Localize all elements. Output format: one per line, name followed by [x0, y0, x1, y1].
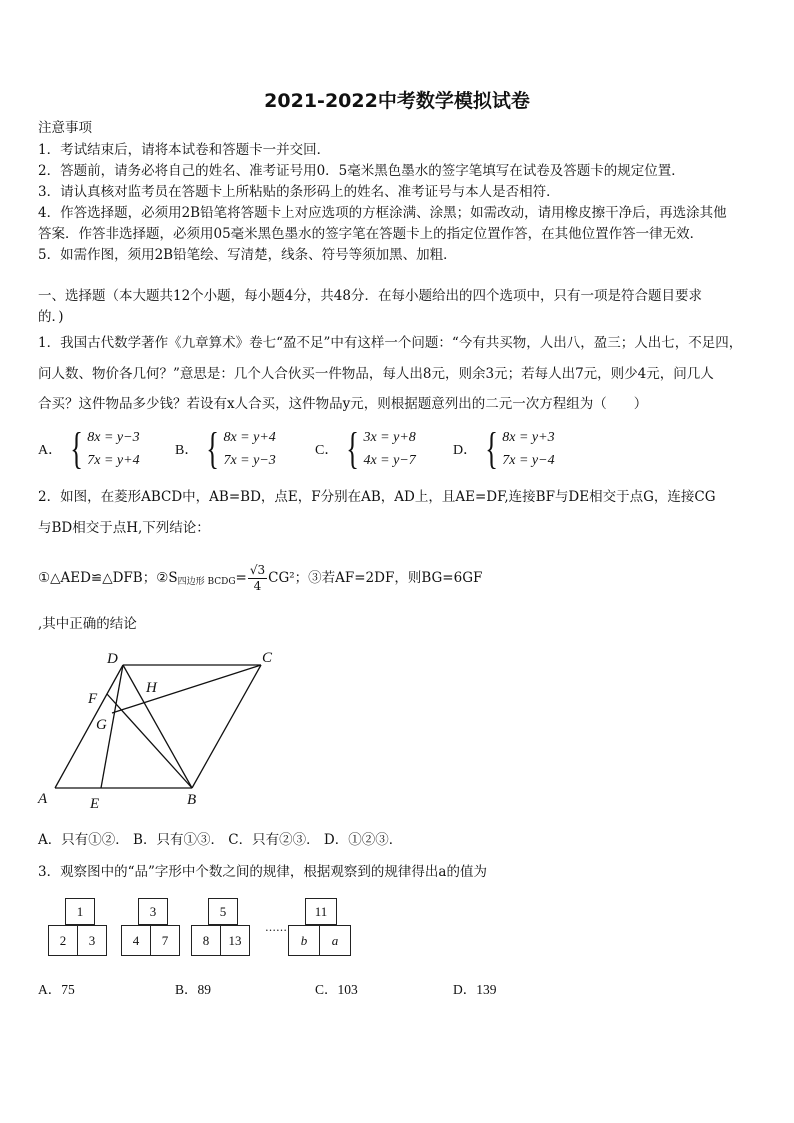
brace-icon: { — [70, 424, 84, 473]
conclusion-2-3: CG²；③若AF=2DF，则BG=6GF — [268, 570, 483, 586]
rhombus-figure — [30, 645, 290, 815]
q1-text-2: 问人数、物价各几何？”意思是：几个人合伙买一件物品，每人出8元，则余3元；若每人出7元，则少4元，问几人 — [38, 366, 714, 382]
q2-text-2: 与BD相交于点H,下列结论： — [38, 520, 210, 536]
pin-right-box: 7 — [150, 925, 180, 956]
pin-right-box: a — [319, 925, 351, 956]
option-value: 139 — [476, 982, 497, 997]
equation: 7x = y−4 — [502, 453, 555, 468]
segment-da — [55, 665, 123, 788]
option-label: B． — [175, 982, 198, 997]
q3-option-a — [38, 978, 75, 998]
conclusion-1: ①△AED≌△DFB；②S — [38, 570, 178, 586]
brace-icon: { — [206, 424, 220, 473]
q3-text: 3．观察图中的“品”字形中个数之间的规律，根据观察到的规律得出a的值为 — [38, 864, 487, 880]
point-label-d: D — [107, 651, 118, 667]
point-label-a: A — [38, 791, 48, 807]
q3-option-d — [453, 978, 497, 998]
q1-option-b — [175, 426, 276, 472]
point-label-g: G — [96, 717, 107, 733]
pin-left-box: 4 — [121, 925, 151, 956]
equation: 7x = y+4 — [87, 453, 140, 468]
option-label: D． — [453, 982, 477, 997]
equals-sign: = — [235, 570, 247, 586]
point-label-b: B — [187, 792, 197, 808]
pin-top-box: 1 — [65, 898, 95, 925]
notice-item-4: 4．作答选择题，必须用2B铅笔将答题卡上对应选项的方框涂满、涂黑；如需改动，请用橡皮擦干净后，再选涂其他 — [38, 205, 727, 221]
equation: 8x = y+4 — [223, 430, 276, 445]
brace-icon: { — [346, 424, 360, 473]
equation: 7x = y−3 — [223, 453, 276, 468]
q1-option-d — [453, 426, 555, 472]
option-label: C． — [315, 982, 338, 997]
q1-text-3: 合买？这件物品多少钱？若设有x人合买，这件物品y元，则根据题意列出的二元一次方程组为（ ） — [38, 396, 648, 412]
q2-question-tail: ,其中正确的结论 — [38, 616, 137, 632]
fraction — [248, 563, 267, 594]
q1-option-a — [38, 426, 140, 472]
q3-option-b — [175, 978, 211, 998]
ellipsis: …… — [265, 921, 287, 934]
option-label: B． — [175, 443, 199, 458]
option-value: 89 — [197, 982, 212, 997]
fraction-denominator: 4 — [253, 578, 262, 593]
pin-left-box: b — [288, 925, 320, 956]
area-subscript: 四边形 BCDG — [177, 577, 236, 587]
notice-heading: 注意事项 — [38, 120, 92, 136]
pin-left-box: 2 — [48, 925, 78, 956]
segment-fb — [107, 694, 192, 788]
notice-item-4-cont: 答案．作答非选择题，必须用05毫米黑色墨水的签字笔在答题卡上的指定位置作答，在其他位置作答一律无效． — [38, 226, 704, 242]
option-label: A． — [38, 443, 63, 458]
equation: 8x = y+3 — [502, 430, 555, 445]
q3-option-c — [315, 978, 358, 998]
q1-option-c — [315, 426, 416, 472]
q2-text-1: 2．如图，在菱形ABCD中，AB=BD，点E，F分别在AB，AD上，且AE=DF,连接BF与DE相交于点G，连接CG — [38, 489, 716, 505]
pin-left-box: 8 — [191, 925, 221, 956]
pin-right-box: 3 — [77, 925, 107, 956]
pin-top-box: 11 — [305, 898, 337, 925]
segment-db — [123, 665, 192, 788]
equation: 8x = y−3 — [87, 430, 140, 445]
brace-icon: { — [485, 424, 499, 473]
pin-top-box: 3 — [138, 898, 168, 925]
equation: 3x = y+8 — [363, 430, 416, 445]
notice-item-3: 3．请认真核对监考员在答题卡上所粘贴的条形码上的姓名、准考证号与本人是否相符． — [38, 184, 560, 200]
section-heading-cont: 的．) — [38, 309, 64, 325]
option-value: 103 — [337, 982, 358, 997]
page-title: 2021-2022中考数学模拟试卷 — [264, 90, 530, 112]
point-label-h: H — [146, 680, 157, 696]
point-label-e: E — [90, 796, 100, 812]
option-value: 75 — [61, 982, 75, 997]
fraction-numerator: √3 — [249, 562, 266, 577]
pin-right-box: 13 — [220, 925, 250, 956]
q1-text-1: 1．我国古代数学著作《九章算术》卷七“盈不足”中有这样一个问题：“今有共买物，人出八，盈三；人出七，不足四， — [38, 335, 743, 351]
option-label: C． — [315, 443, 339, 458]
q2-options: A．只有①②． B．只有①③． C．只有②③． D．①②③． — [38, 832, 403, 848]
option-label: D． — [453, 443, 478, 458]
point-label-f: F — [88, 691, 98, 707]
option-label: A． — [38, 982, 62, 997]
section-heading: 一、选择题（本大题共12个小题，每小题4分，共48分．在每小题给出的四个选项中，只有一项是符合题目要求 — [38, 288, 702, 304]
notice-item-5: 5．如需作图，须用2B铅笔绘、写清楚，线条、符号等须加黑、加粗． — [38, 247, 457, 263]
equation: 4x = y−7 — [363, 453, 416, 468]
notice-item-1: 1．考试结束后，请将本试卷和答题卡一并交回． — [38, 142, 331, 158]
q2-conclusions — [38, 559, 482, 597]
pin-top-box: 5 — [208, 898, 238, 925]
notice-item-2: 2．答题前，请务必将自己的姓名、准考证号用0．5毫米黑色墨水的签字笔填写在试卷及答题卡的规定位置． — [38, 163, 685, 179]
point-label-c: C — [262, 650, 273, 666]
